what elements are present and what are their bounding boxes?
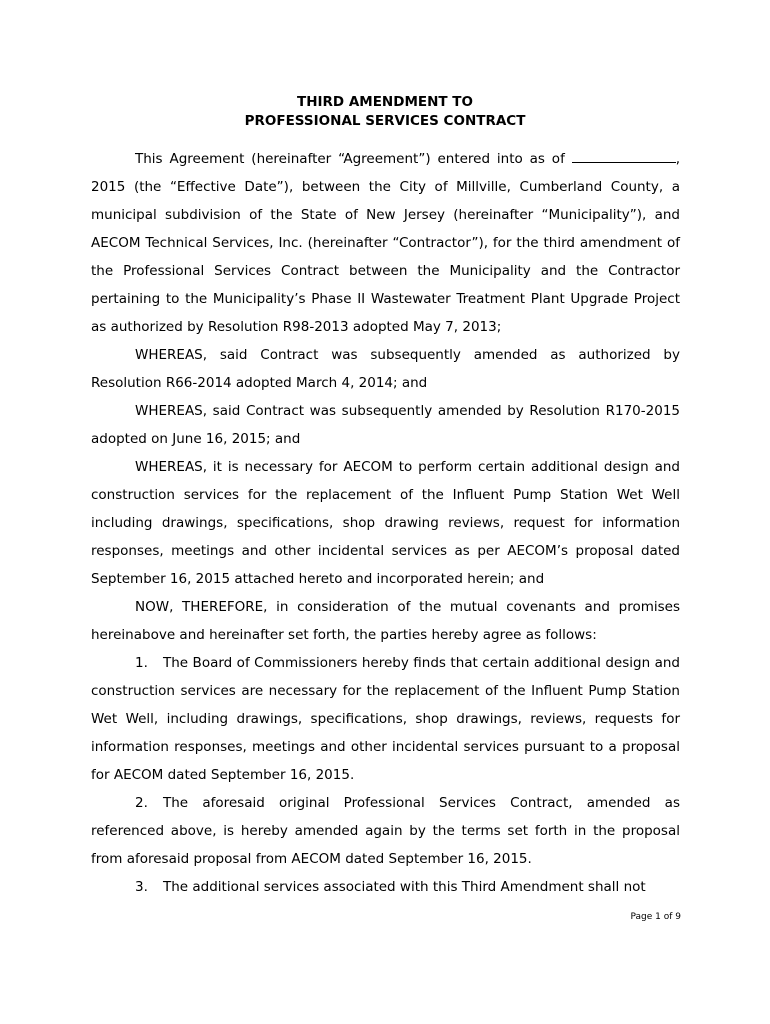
item-number: 1. bbox=[135, 655, 148, 671]
agreement-text-end: , 2015 (the “Effective Date”), between the City of Millville, Cumberland County, a municipal subdivision of the State of New Jersey (hereinafter “Municipality”), and AECOM Technical Services, Inc. (hereinafter “Contractor”), for the third amendment of the Professional Services Contract between the Municipality and the Contractor pertaining to the Municipality’s Phase II Wastewater Treatment Plant Upgrade Project as authorized by Resolution R98-2013 adopted May 7, 2013; bbox=[91, 151, 680, 335]
paragraph-whereas-2: WHEREAS, said Contract was subsequently amended by Resolution R170-2015 adopted on June 16, 2015; and bbox=[91, 403, 680, 447]
item-text: The additional services associated with this Third Amendment shall not bbox=[163, 879, 646, 895]
item-text: The aforesaid original Professional Services Contract, amended as referenced above, is hereby amended again by the terms set forth in the proposal from aforesaid proposal from AECOM dated September 16, 2015. bbox=[91, 795, 680, 867]
page-number-footer: Page 1 of 9 bbox=[630, 912, 681, 922]
item-text: The Board of Commissioners hereby finds that certain additional design and construction services are necessary for the replacement of the Influent Pump Station Wet Well, including drawings, specifications, shop drawings, reviews, requests for information responses, meetings and other incidental services pursuant to a proposal for AECOM dated September 16, 2015. bbox=[91, 655, 680, 783]
document-body bbox=[91, 145, 680, 901]
paragraph-whereas-3: WHEREAS, it is necessary for AECOM to perform certain additional design and construction services for the replacement of the Influent Pump Station Wet Well including drawings, specifications, shop drawing reviews, request for information responses, meetings and other incidental services as per AECOM’s proposal dated September 16, 2015 attached hereto and incorporated herein; and bbox=[91, 459, 680, 587]
paragraph-now-therefore: NOW, THEREFORE, in consideration of the mutual covenants and promises hereinabove and hereinafter set forth, the parties hereby agree as follows: bbox=[91, 599, 680, 643]
date-blank-line bbox=[572, 148, 676, 163]
item-number: 3. bbox=[135, 879, 148, 895]
agreement-text-start: This Agreement (hereinafter “Agreement”) entered into as of bbox=[135, 151, 572, 167]
paragraph-agreement bbox=[91, 145, 680, 341]
item-number: 2. bbox=[135, 795, 148, 811]
paragraph-whereas-1: WHEREAS, said Contract was subsequently amended as authorized by Resolution R66-2014 adopted March 4, 2014; and bbox=[91, 347, 680, 391]
document-title-line1: THIRD AMENDMENT TO bbox=[297, 94, 473, 110]
document-title-line2: PROFESSIONAL SERVICES CONTRACT bbox=[244, 113, 526, 129]
numbered-item-1 bbox=[91, 649, 680, 789]
numbered-item-2 bbox=[91, 789, 680, 873]
numbered-item-3 bbox=[91, 873, 680, 901]
